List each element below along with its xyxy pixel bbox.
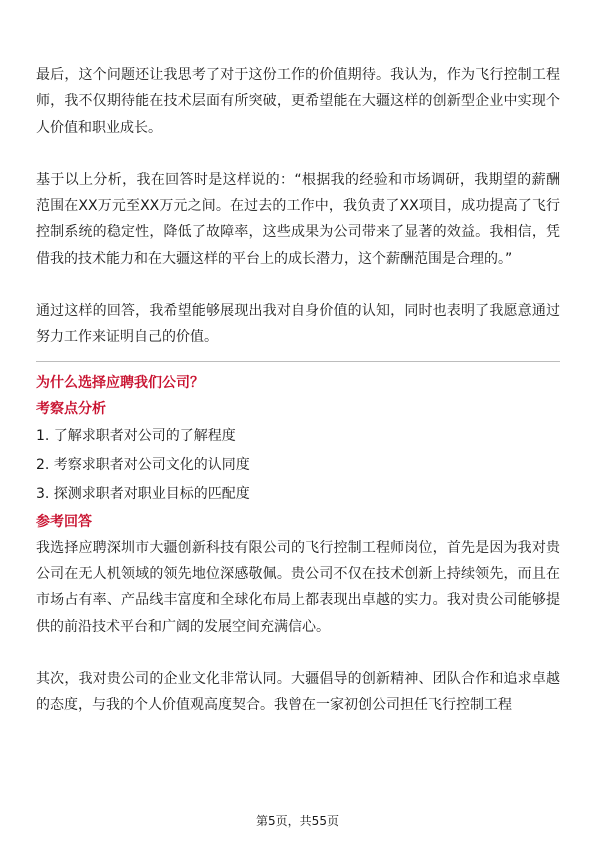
paragraph-salary-answer: 基于以上分析，我在回答时是这样说的：“根据我的经验和市场调研，我期望的薪酬范围在XX万元至XX万元之间。在过去的工作中，我负责了XX项目，成功提高了飞行控制系统的稳定性，降低了故障率，这些成果为公司带来了显著的效益。我相信，凭借我的技术能力和在大疆这样的平台上的成长潜力，这个薪酬范围是合理的。”	[36, 171, 560, 267]
analysis-item: 3. 探测求职者对职业目标的匹配度	[36, 485, 250, 502]
analysis-item: 2. 考察求职者对公司文化的认同度	[36, 456, 250, 473]
reference-heading: 参考回答	[36, 513, 92, 530]
section-divider	[36, 361, 560, 362]
question-heading: 为什么选择应聘我们公司？	[36, 374, 204, 391]
page-footer: 第5页，共55页	[256, 814, 339, 828]
reference-paragraph: 其次，我对贵公司的企业文化非常认同。大疆倡导的创新精神、团队合作和追求卓越的态度，与我的个人价值观高度契合。我曾在一家初创公司担任飞行控制工程	[36, 670, 560, 714]
analysis-item: 1. 了解求职者对公司的了解程度	[36, 427, 236, 444]
paragraph-conclusion: 通过这样的回答，我希望能够展现出我对自身价值的认知，同时也表明了我愿意通过努力工作来证明自己的价值。	[36, 303, 560, 346]
analysis-heading: 考察点分析	[36, 400, 106, 417]
page-content	[36, 62, 560, 718]
reference-paragraph: 我选择应聘深圳市大疆创新科技有限公司的飞行控制工程师岗位，首先是因为我对贵公司在无人机领域的领先地位深感敬佩。贵公司不仅在技术创新上持续领先，而且在市场占有率、产品线丰富度和全球化布局上都表现出卓越的实力。我对贵公司能够提供的前沿技术平台和广阔的发展空间充满信心。	[36, 539, 560, 635]
paragraph-value-expectation: 最后，这个问题还让我思考了对于这份工作的价值期待。我认为，作为飞行控制工程师，我不仅期待能在技术层面有所突破，更希望能在大疆这样的创新型企业中实现个人价值和职业成长。	[36, 67, 560, 136]
